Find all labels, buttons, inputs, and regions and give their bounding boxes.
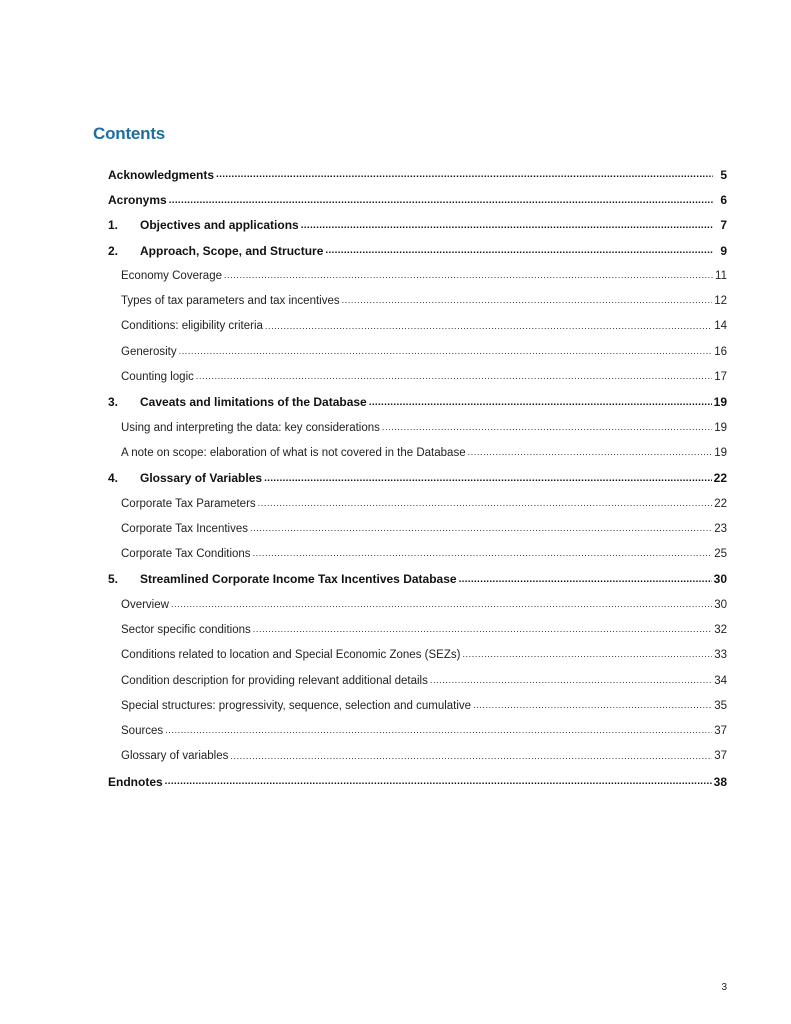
toc-entry[interactable] (108, 263, 727, 288)
toc-dot-leader (264, 471, 712, 491)
contents-heading: Contents (93, 124, 166, 143)
toc-entry-page: 19 (714, 421, 727, 434)
toc-entry[interactable] (108, 213, 727, 238)
toc-dot-leader (468, 447, 713, 466)
toc-entry-title: Glossary of Variables (140, 471, 263, 486)
toc-entry-number: 3. (108, 395, 119, 410)
toc-entry[interactable] (108, 719, 727, 744)
toc-entry-page: 35 (714, 699, 727, 712)
toc-dot-leader (459, 572, 712, 592)
toc-entry-title: Approach, Scope, and Structure (140, 243, 324, 258)
toc-entry-title: Counting logic (121, 371, 194, 384)
toc-entry-page: 23 (714, 522, 727, 535)
toc-dot-leader (325, 243, 713, 263)
toc-dot-leader (462, 649, 712, 668)
toc-entry[interactable] (108, 643, 727, 668)
toc-dot-leader (196, 371, 712, 390)
toc-entry-page: 34 (714, 674, 727, 687)
toc-entry-number: 5. (108, 572, 119, 587)
toc-entry-page: 19 (714, 446, 727, 459)
toc-entry[interactable] (108, 288, 727, 313)
toc-entry[interactable] (108, 567, 727, 592)
toc-entry[interactable] (108, 617, 727, 642)
toc-entry[interactable] (108, 769, 727, 794)
toc-entry-number: 1. (108, 218, 119, 233)
toc-entry-title: Endnotes (108, 774, 163, 789)
toc-dot-leader (169, 193, 713, 213)
toc-entry[interactable] (108, 516, 727, 541)
toc-dot-leader (165, 725, 712, 744)
toc-entry-page: 12 (714, 295, 727, 308)
toc-entry[interactable] (108, 693, 727, 718)
toc-dot-leader (165, 774, 712, 794)
toc-dot-leader (171, 599, 712, 618)
toc-dot-leader (250, 523, 712, 542)
toc-entry[interactable] (108, 390, 727, 415)
toc-entry-page: 19 (713, 395, 727, 410)
toc-entry-title: Using and interpreting the data: key considerations (121, 421, 380, 434)
toc-entry-title: Objectives and applications (140, 218, 299, 233)
toc-entry-page: 14 (714, 320, 727, 333)
toc-entry-number: 2. (108, 243, 119, 258)
toc-entry-page: 37 (714, 750, 727, 763)
toc-entry[interactable] (108, 592, 727, 617)
toc-entry[interactable] (108, 744, 727, 769)
toc-entry-page: 22 (713, 471, 727, 486)
toc-dot-leader (179, 346, 713, 365)
toc-entry[interactable] (108, 415, 727, 440)
toc-entry-title: Conditions: eligibility criteria (121, 320, 263, 333)
toc-entry[interactable] (108, 466, 727, 491)
toc-dot-leader (230, 751, 712, 770)
toc-entry-page: 7 (720, 218, 727, 233)
toc-dot-leader (301, 218, 713, 238)
toc-dot-leader (265, 321, 712, 340)
toc-entry[interactable] (108, 491, 727, 516)
toc-entry-title: Corporate Tax Parameters (121, 497, 256, 510)
toc-entry-page: 16 (714, 345, 727, 358)
toc-entry-page: 5 (720, 167, 727, 182)
toc-entry-page: 37 (714, 725, 727, 738)
table-of-contents (108, 162, 727, 794)
toc-dot-leader (216, 167, 713, 187)
toc-entry-title: Overview (121, 598, 169, 611)
toc-entry-title: Acronyms (108, 192, 167, 207)
toc-entry[interactable] (108, 440, 727, 465)
toc-entry-title: Condition description for providing relevant additional details (121, 674, 428, 687)
toc-entry-page: 17 (714, 371, 727, 384)
toc-entry[interactable] (108, 162, 727, 187)
toc-entry[interactable] (108, 238, 727, 263)
toc-entry-title: Sources (121, 725, 164, 738)
toc-entry-page: 9 (720, 243, 727, 258)
toc-entry-title: A note on scope: elaboration of what is not covered in the Database (121, 446, 466, 459)
toc-entry-page: 30 (713, 572, 727, 587)
toc-entry-number: 4. (108, 471, 119, 486)
toc-entry[interactable] (108, 668, 727, 693)
toc-entry-title: Conditions related to location and Special Economic Zones (SEZs) (121, 649, 461, 662)
toc-entry-title: Sector specific conditions (121, 623, 251, 636)
toc-dot-leader (369, 395, 712, 415)
toc-dot-leader (224, 270, 713, 289)
toc-entry-title: Acknowledgments (108, 167, 215, 182)
toc-entry[interactable] (108, 339, 727, 364)
toc-dot-leader (382, 422, 712, 441)
toc-entry[interactable] (108, 314, 727, 339)
toc-dot-leader (258, 498, 713, 517)
toc-entry-title: Generosity (121, 345, 177, 358)
toc-dot-leader (473, 700, 712, 719)
toc-entry-title: Types of tax parameters and tax incentives (121, 295, 340, 308)
toc-entry-page: 33 (714, 649, 727, 662)
toc-entry-page: 32 (714, 623, 727, 636)
toc-entry-title: Economy Coverage (121, 269, 222, 282)
toc-entry-title: Special structures: progressivity, sequence, selection and cumulative (121, 699, 472, 712)
toc-entry-title: Corporate Tax Conditions (121, 548, 251, 561)
toc-entry-page: 6 (720, 192, 727, 207)
toc-dot-leader (342, 295, 713, 314)
toc-entry[interactable] (108, 541, 727, 566)
toc-dot-leader (253, 548, 713, 567)
toc-entry-page: 38 (713, 774, 727, 789)
toc-entry-title: Corporate Tax Incentives (121, 522, 248, 535)
toc-entry-page: 25 (714, 548, 727, 561)
toc-entry-page: 22 (714, 497, 727, 510)
toc-entry-title: Streamlined Corporate Income Tax Incentives Database (140, 572, 457, 587)
toc-entry-page: 30 (714, 598, 727, 611)
toc-entry-title: Glossary of variables (121, 750, 229, 763)
toc-entry-title: Caveats and limitations of the Database (140, 395, 367, 410)
toc-entry[interactable] (108, 364, 727, 389)
toc-entry[interactable] (108, 187, 727, 212)
toc-dot-leader (253, 624, 712, 643)
toc-dot-leader (430, 675, 712, 694)
toc-entry-page: 11 (715, 269, 727, 282)
page-number: 3 (721, 982, 727, 993)
